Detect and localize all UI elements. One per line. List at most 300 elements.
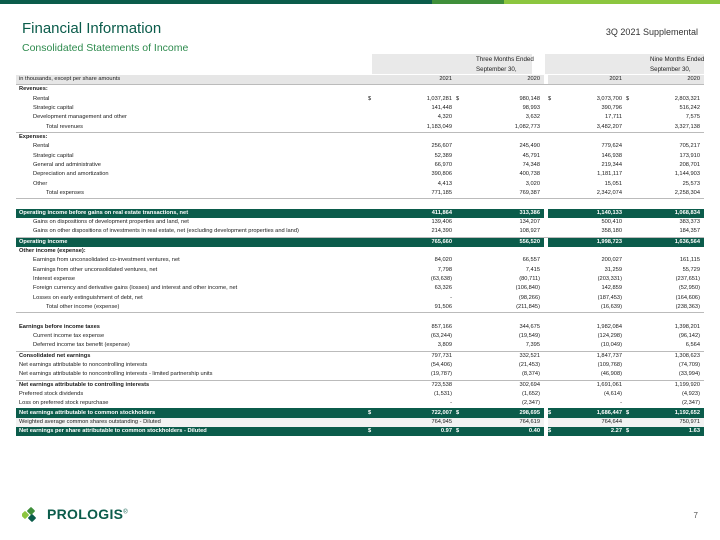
page-subtitle: Consolidated Statements of Income xyxy=(22,42,189,54)
currency-symbol xyxy=(456,123,466,133)
currency-symbol xyxy=(548,418,558,427)
row-value: 84,020 xyxy=(434,257,452,264)
currency-symbol xyxy=(548,313,558,323)
currency-symbol xyxy=(456,142,466,151)
currency-symbol xyxy=(548,247,558,256)
row-value: 383,373 xyxy=(679,219,700,226)
currency-symbol: $ xyxy=(548,427,558,436)
row-value: 764,619 xyxy=(466,418,544,427)
row-value: 722,007 xyxy=(378,408,456,417)
row-label: Strategic capital xyxy=(33,105,74,112)
row-label: General and administrative xyxy=(33,162,101,169)
currency-symbol xyxy=(368,256,378,265)
currency-symbol xyxy=(548,303,558,313)
currency-symbol xyxy=(548,161,558,170)
row-value: 3,809 xyxy=(378,341,456,351)
currency-symbol xyxy=(368,209,378,218)
currency-symbol xyxy=(456,237,466,247)
currency-symbol xyxy=(548,132,558,142)
row-label: Net earnings attributable to controlling interests xyxy=(19,381,150,388)
brand-bar-lime xyxy=(504,0,720,4)
currency-symbol xyxy=(456,132,466,142)
row-value: 146,938 xyxy=(601,152,622,159)
row-label: Loss on preferred stock repurchase xyxy=(19,400,109,407)
table-row xyxy=(16,370,704,380)
row-value: 7,415 xyxy=(525,266,540,273)
row-value: 161,115 xyxy=(679,257,700,264)
currency-symbol xyxy=(368,104,378,113)
row-value: 4,413 xyxy=(437,180,452,187)
row-value: 134,207 xyxy=(519,219,540,226)
row-value xyxy=(558,199,626,209)
row-value xyxy=(466,247,544,256)
currency-symbol xyxy=(548,351,558,361)
currency-symbol xyxy=(368,399,378,408)
currency-symbol xyxy=(626,209,636,218)
currency-symbol xyxy=(548,199,558,209)
row-label xyxy=(16,313,368,323)
currency-symbol xyxy=(456,199,466,209)
logo-registered-mark: ® xyxy=(123,509,129,516)
table-row xyxy=(16,218,704,227)
row-value: (187,453) xyxy=(597,294,622,301)
currency-symbol xyxy=(626,227,636,237)
supplemental-label: 3Q 2021 Supplemental xyxy=(605,27,698,37)
row-value: 45,791 xyxy=(522,152,540,159)
currency-symbol: $ xyxy=(626,427,636,436)
currency-symbol xyxy=(456,275,466,284)
currency-symbol xyxy=(456,284,466,293)
row-value: 7,575 xyxy=(685,114,700,121)
currency-symbol xyxy=(368,294,378,303)
brand-bar-green xyxy=(432,0,504,4)
row-value: 771,185 xyxy=(378,189,456,199)
table-row xyxy=(16,361,704,370)
currency-symbol xyxy=(548,370,558,380)
row-value: (8,374) xyxy=(466,370,544,380)
currency-symbol xyxy=(548,341,558,351)
currency-symbol xyxy=(456,390,466,399)
row-value xyxy=(466,132,544,142)
currency-symbol xyxy=(626,294,636,303)
row-value xyxy=(558,85,626,95)
table-row xyxy=(16,189,704,199)
row-value xyxy=(558,313,626,323)
row-value: 332,521 xyxy=(519,352,540,359)
row-value: 91,506 xyxy=(378,303,456,313)
table-row xyxy=(16,237,704,247)
currency-symbol xyxy=(548,294,558,303)
spacer-row xyxy=(16,199,704,209)
currency-symbol: $ xyxy=(368,427,378,436)
table-row xyxy=(16,294,704,303)
row-value xyxy=(378,247,456,256)
row-value: 1,636,564 xyxy=(636,237,704,247)
currency-symbol xyxy=(368,332,378,341)
row-value: 1,998,723 xyxy=(558,237,626,247)
currency-symbol xyxy=(548,189,558,199)
table-row xyxy=(16,351,704,361)
currency-symbol: $ xyxy=(548,95,552,102)
row-value: 4,320 xyxy=(437,114,452,121)
row-value: 857,166 xyxy=(431,323,452,330)
row-value: (211,845) xyxy=(466,303,544,313)
row-value: (109,768) xyxy=(597,362,622,368)
row-value: (2,347) xyxy=(521,400,540,407)
row-value: 769,387 xyxy=(466,189,544,199)
currency-symbol xyxy=(548,152,558,161)
table-row xyxy=(16,418,704,427)
row-label: Earnings before income taxes xyxy=(19,323,100,330)
currency-symbol: $ xyxy=(626,408,636,417)
row-value: (21,453) xyxy=(518,362,540,368)
currency-symbol xyxy=(626,132,636,142)
row-value: 17,711 xyxy=(605,114,622,121)
currency-symbol xyxy=(368,227,378,237)
table-row xyxy=(16,113,704,122)
row-value xyxy=(636,85,704,95)
table-row xyxy=(16,284,704,293)
row-value: 723,538 xyxy=(431,381,452,388)
row-value: 313,386 xyxy=(466,209,544,218)
row-value: (96,142) xyxy=(678,333,700,340)
currency-symbol xyxy=(456,209,466,218)
row-value: 797,731 xyxy=(431,352,452,359)
row-label: Revenues: xyxy=(19,86,48,93)
row-value: 7,395 xyxy=(466,341,544,351)
currency-symbol xyxy=(626,313,636,323)
row-value: 200,027 xyxy=(601,257,622,264)
currency-symbol xyxy=(626,256,636,265)
table-row xyxy=(16,170,704,179)
currency-symbol xyxy=(456,380,466,390)
row-value: 3,020 xyxy=(525,180,540,187)
year-q-2021: 2021 xyxy=(378,75,456,85)
currency-symbol xyxy=(548,180,558,189)
table-row xyxy=(16,275,704,284)
row-label: Net earnings attributable to common stockholders xyxy=(16,408,368,417)
row-value: 1,144,903 xyxy=(674,171,700,178)
nine-months-period: September 30, xyxy=(650,66,691,73)
row-value xyxy=(466,313,544,323)
row-value: (203,331) xyxy=(597,276,622,283)
currency-symbol: $ xyxy=(626,95,630,102)
units-label: in thousands, except per share amounts xyxy=(16,75,368,85)
row-value xyxy=(636,247,704,256)
row-value: 1,183,049 xyxy=(378,123,456,133)
currency-symbol xyxy=(368,370,378,380)
currency-symbol xyxy=(456,303,466,313)
row-value: 1,037,281 xyxy=(426,95,452,102)
row-value: 108,927 xyxy=(466,227,544,237)
currency-symbol xyxy=(368,189,378,199)
currency-symbol xyxy=(626,399,636,408)
three-months-label: Three Months Ended xyxy=(476,56,534,63)
currency-symbol xyxy=(456,294,466,303)
currency-symbol xyxy=(548,170,558,179)
currency-symbol xyxy=(548,361,558,370)
currency-symbol xyxy=(548,85,558,95)
currency-symbol xyxy=(368,323,378,332)
currency-symbol xyxy=(626,323,636,332)
row-value xyxy=(636,132,704,142)
row-value: 358,180 xyxy=(558,227,626,237)
row-label: Preferred stock dividends xyxy=(19,390,84,397)
row-value: 980,148 xyxy=(519,95,540,102)
row-value: 214,390 xyxy=(378,227,456,237)
row-value: (164,606) xyxy=(675,294,700,301)
income-statement-table xyxy=(16,75,704,436)
row-label: Gains on dispositions of development properties and land, net xyxy=(33,219,189,226)
row-label: Development management and other xyxy=(33,114,127,121)
currency-symbol xyxy=(368,247,378,256)
currency-symbol xyxy=(368,275,378,284)
table-row xyxy=(16,408,704,417)
currency-symbol xyxy=(626,104,636,113)
table-row xyxy=(16,132,704,142)
currency-symbol xyxy=(626,123,636,133)
brand-bar-dark xyxy=(0,0,432,4)
currency-symbol xyxy=(626,351,636,361)
row-label: Total expenses xyxy=(16,189,368,199)
table-row xyxy=(16,256,704,265)
row-value: 208,701 xyxy=(679,162,700,169)
row-value: 764,644 xyxy=(558,418,626,427)
currency-symbol xyxy=(456,189,466,199)
row-value: 500,410 xyxy=(601,219,622,226)
row-value: 750,971 xyxy=(636,418,704,427)
row-label: Operating income xyxy=(16,237,368,247)
currency-symbol xyxy=(456,370,466,380)
row-value: (4,923) xyxy=(681,390,700,397)
currency-symbol xyxy=(626,199,636,209)
currency-symbol xyxy=(368,123,378,133)
currency-symbol xyxy=(456,399,466,408)
row-value: (1,531) xyxy=(433,390,452,397)
currency-symbol xyxy=(626,152,636,161)
currency-symbol: $ xyxy=(456,427,466,436)
row-value: 2,342,074 xyxy=(558,189,626,199)
row-label: Gains on other dispositions of investments in real estate, net (excluding development properties and land) xyxy=(16,227,368,237)
currency-symbol xyxy=(548,275,558,284)
currency-symbol xyxy=(368,152,378,161)
row-value: 1,691,061 xyxy=(596,381,622,388)
logo-wordmark: PROLOGIS® xyxy=(47,506,129,522)
row-value: 66,557 xyxy=(522,257,540,264)
currency-symbol xyxy=(626,284,636,293)
row-value xyxy=(558,132,626,142)
currency-symbol xyxy=(626,361,636,370)
row-value: 1,686,447 xyxy=(558,408,626,417)
row-value: 3,073,700 xyxy=(596,95,622,102)
row-value: (10,049) xyxy=(558,341,626,351)
row-value: 55,729 xyxy=(682,266,700,273)
row-label: Operating income before gains on real estate transactions, net xyxy=(16,209,368,218)
row-value: (19,549) xyxy=(518,333,540,340)
row-value: (2,347) xyxy=(681,400,700,407)
row-label: Depreciation and amortization xyxy=(33,171,109,178)
currency-symbol xyxy=(368,284,378,293)
currency-symbol xyxy=(626,180,636,189)
row-value: 25,573 xyxy=(682,180,700,187)
row-value: 1,847,737 xyxy=(596,352,622,359)
table-row xyxy=(16,227,704,237)
currency-symbol xyxy=(548,227,558,237)
row-label: Strategic capital xyxy=(33,152,74,159)
page-number: 7 xyxy=(693,511,698,520)
currency-symbol xyxy=(456,113,466,122)
currency-symbol xyxy=(368,341,378,351)
row-value: 142,859 xyxy=(601,285,622,292)
row-label: Rental xyxy=(33,95,50,102)
table-row xyxy=(16,123,704,133)
row-value: 1,068,834 xyxy=(636,209,704,218)
row-value: 219,344 xyxy=(601,162,622,169)
row-value: 98,993 xyxy=(522,105,540,112)
currency-symbol xyxy=(456,313,466,323)
currency-symbol xyxy=(548,284,558,293)
row-value xyxy=(636,199,704,209)
currency-symbol xyxy=(456,170,466,179)
currency-symbol xyxy=(368,418,378,427)
currency-symbol: $ xyxy=(456,408,466,417)
currency-symbol xyxy=(548,104,558,113)
currency-symbol xyxy=(456,361,466,370)
row-value: 779,624 xyxy=(601,143,622,150)
currency-symbol xyxy=(548,323,558,332)
currency-symbol xyxy=(456,418,466,427)
currency-symbol xyxy=(626,85,636,95)
table-row xyxy=(16,209,704,218)
row-value: (19,787) xyxy=(378,370,456,380)
currency-symbol xyxy=(548,256,558,265)
row-value: (46,908) xyxy=(558,370,626,380)
row-value: (74,709) xyxy=(678,362,700,368)
row-value: 556,520 xyxy=(466,237,544,247)
currency-symbol xyxy=(548,266,558,275)
currency-symbol xyxy=(368,113,378,122)
row-label: Net earnings attributable to noncontrolling interests xyxy=(19,362,148,368)
table-row xyxy=(16,142,704,151)
row-value: 411,864 xyxy=(378,209,456,218)
row-value: 1,082,773 xyxy=(466,123,544,133)
currency-symbol xyxy=(456,161,466,170)
page-title: Financial Information xyxy=(22,20,162,37)
row-value: 1.63 xyxy=(636,427,704,436)
row-label: Total revenues xyxy=(16,123,368,133)
table-row xyxy=(16,104,704,113)
row-value: 765,660 xyxy=(378,237,456,247)
currency-symbol xyxy=(626,218,636,227)
row-value: 173,910 xyxy=(679,152,700,159)
row-value: 705,217 xyxy=(679,143,700,150)
row-value: (63,244) xyxy=(430,333,452,340)
currency-symbol xyxy=(368,218,378,227)
currency-symbol xyxy=(368,361,378,370)
table-row xyxy=(16,180,704,189)
row-value: 139,406 xyxy=(431,219,452,226)
row-value xyxy=(636,313,704,323)
currency-symbol xyxy=(626,237,636,247)
currency-symbol xyxy=(368,390,378,399)
year-ytd-2020: 2020 xyxy=(636,75,704,85)
table-row xyxy=(16,390,704,399)
row-value: 1,982,084 xyxy=(596,323,622,330)
currency-symbol xyxy=(456,85,466,95)
row-label xyxy=(16,199,368,209)
row-label: Losses on early extinguishment of debt, net xyxy=(33,294,143,301)
spacer-row xyxy=(16,313,704,323)
row-value: 344,675 xyxy=(519,323,540,330)
row-value: 1,192,652 xyxy=(636,408,704,417)
currency-symbol xyxy=(368,199,378,209)
row-value: 1,398,201 xyxy=(674,323,700,330)
table-row xyxy=(16,323,704,332)
currency-symbol xyxy=(626,113,636,122)
currency-symbol xyxy=(626,370,636,380)
currency-symbol xyxy=(456,341,466,351)
currency-symbol xyxy=(626,418,636,427)
currency-symbol xyxy=(548,332,558,341)
currency-symbol: $ xyxy=(548,408,558,417)
row-value: 764,945 xyxy=(378,418,456,427)
row-label: Interest expense xyxy=(33,276,76,283)
row-value: 184,357 xyxy=(636,227,704,237)
currency-symbol xyxy=(368,142,378,151)
row-value xyxy=(558,247,626,256)
row-value: (238,363) xyxy=(636,303,704,313)
currency-symbol xyxy=(548,218,558,227)
row-value: (98,266) xyxy=(518,294,540,301)
currency-symbol: $ xyxy=(368,408,378,417)
row-value: 390,796 xyxy=(601,105,622,112)
currency-symbol xyxy=(626,266,636,275)
row-value: 15,051 xyxy=(604,180,622,187)
row-label: Net earnings attributable to noncontrolling interests - limited partnership units xyxy=(16,370,368,380)
currency-symbol xyxy=(456,351,466,361)
prologis-logo-mark-icon xyxy=(22,506,42,522)
currency-symbol xyxy=(456,227,466,237)
row-value: (80,711) xyxy=(519,276,540,283)
row-value: 3,632 xyxy=(525,114,540,121)
row-label: Other income (expense): xyxy=(19,248,86,255)
currency-symbol xyxy=(626,142,636,151)
currency-symbol xyxy=(368,266,378,275)
row-value: - xyxy=(620,400,622,407)
row-value: 31,259 xyxy=(604,266,622,273)
row-value xyxy=(466,85,544,95)
currency-symbol xyxy=(548,380,558,390)
row-value: 63,326 xyxy=(434,285,452,292)
prologis-logo xyxy=(22,506,128,522)
row-value: 298,695 xyxy=(466,408,544,417)
row-label: Total other income (expense) xyxy=(16,303,368,313)
currency-symbol xyxy=(368,351,378,361)
currency-symbol xyxy=(626,275,636,284)
row-value: (237,651) xyxy=(675,276,700,283)
row-value: (124,298) xyxy=(597,333,622,340)
table-row xyxy=(16,341,704,351)
row-value: (1,652) xyxy=(521,390,540,397)
currency-symbol xyxy=(456,256,466,265)
row-value xyxy=(378,199,456,209)
currency-symbol xyxy=(626,161,636,170)
row-value: (54,406) xyxy=(430,362,452,368)
three-months-period: September 30, xyxy=(476,66,517,73)
row-value: 6,564 xyxy=(636,341,704,351)
row-value: 256,607 xyxy=(431,143,452,150)
currency-symbol xyxy=(456,266,466,275)
